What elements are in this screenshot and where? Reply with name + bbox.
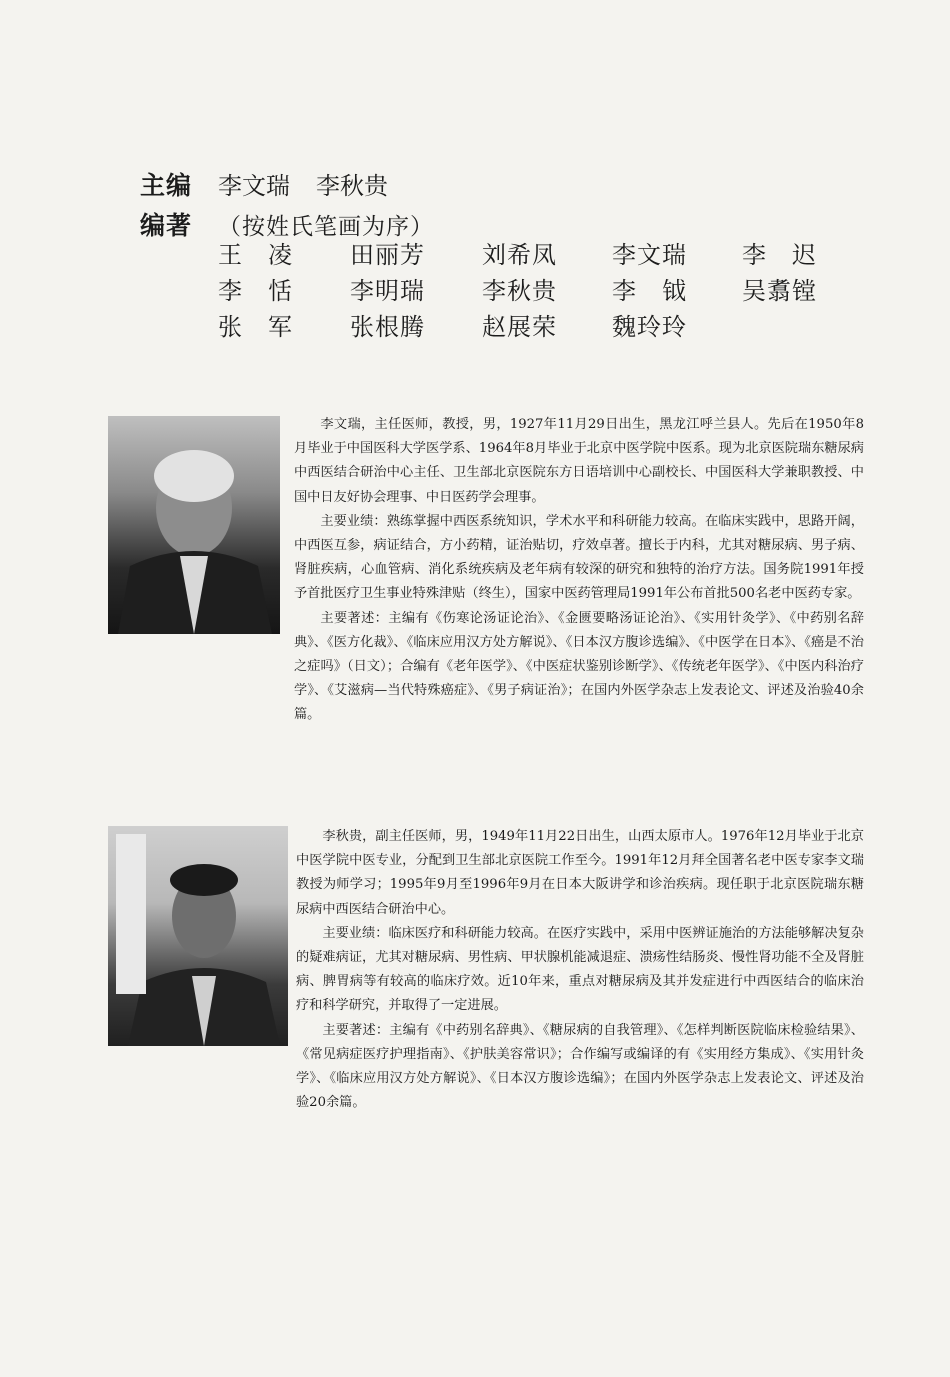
authors-label: 编著	[140, 211, 193, 240]
bio-paragraph: 主要业绩：熟练掌握中西医系统知识，学术水平和科研能力较高。在临床实践中，思路开阔，中西医互参，病证结合，方小药精，证治贴切，疗效卓著。擅长于内科，尤其对糖尿病、男子病、肾脏疾病，心血管病、消化系统疾病及老年病有较深的研究和独特的治疗方法。国务院1991年授予首批医疗卫生事业特殊津贴（终生），国家中医药管理局1991年公布首批500名老中医药专家。	[294, 513, 864, 602]
author-list	[218, 238, 852, 344]
authors-label-row	[140, 206, 434, 242]
bio-paragraph: 主要著述：主编有《伤寒论汤证论治》、《金匮要略汤证论治》、《实用针灸学》、《中药别名辞典》、《医方化裁》、《临床应用汉方处方解说》、《日本汉方腹诊选编》、《中医学在日本》、《癌是不治之症吗》（日文）；合编有《老年医学》、《中医症状鉴别诊断学》、《传统老年医学》、《中医内科治疗学》、《艾滋病—当代特殊癌症》、《男子病证治》；在国内外医学杂志上发表论文、评述及治验40余篇。	[294, 610, 864, 723]
biography-li-wenrui	[294, 413, 864, 728]
bio-paragraph: 主要著述：主编有《中药别名辞典》、《糖尿病的自我管理》、《怎样判断医院临床检验结果》、《常见病症医疗护理指南》、《护肤美容常识》；合作编写或编译的有《实用经方集成》、《实用针灸学》、《临床应用汉方处方解说》、《日本汉方腹诊选编》；在国内外医学杂志上发表论文、评述及治验20余篇。	[296, 1022, 864, 1111]
author-name: 吴翥镗	[742, 277, 817, 305]
author-name: 李 迟	[742, 241, 817, 269]
chief-editor-name: 李文瑞	[218, 172, 290, 200]
chief-editor-name: 李秋贵	[316, 172, 388, 200]
author-name: 李明瑞	[350, 277, 425, 305]
bio-paragraph: 李文瑞，主任医师，教授，男，1927年11月29日出生，黑龙江呼兰县人。先后在1950年8月毕业于中国医科大学医学系、1964年8月毕业于北京中医学院中医系。现为北京医院瑞东糖尿病中西医结合研治中心主任、卫生部北京医院东方日语培训中心副校长、中国医科大学兼职教授、中国中日友好协会理事、中日医药学会理事。	[294, 417, 864, 505]
chief-editor-row	[140, 166, 434, 202]
biography-li-qiugui	[296, 825, 864, 1115]
author-name: 魏玲玲	[612, 313, 687, 341]
author-name: 刘希凤	[482, 241, 557, 269]
author-name: 李 恬	[218, 277, 293, 305]
bio-paragraph: 李秋贵，副主任医师，男，1949年11月22日出生，山西太原市人。1976年12月毕业于北京中医学院中医专业，分配到卫生部北京医院工作至今。1991年12月拜全国著名老中医专家李文瑞教授为师学习；1995年9月至1996年9月在日本大阪讲学和诊治疾病。现任职于北京医院瑞东糖尿病中西医结合研治中心。	[296, 829, 864, 917]
chief-editor-label: 主编	[140, 171, 193, 200]
author-name: 张根腾	[350, 313, 425, 341]
author-name: 赵展荣	[482, 313, 557, 341]
author-name: 李 钺	[612, 277, 687, 305]
author-name: 田丽芳	[350, 241, 425, 269]
author-name: 王 凌	[218, 241, 293, 269]
author-photo-li-wenrui	[108, 416, 280, 634]
editors-header	[140, 166, 434, 242]
author-name: 李文瑞	[612, 241, 687, 269]
author-name: 李秋贵	[482, 277, 557, 305]
authors-order-note: （按姓氏笔画为序）	[218, 214, 434, 240]
bio-paragraph: 主要业绩：临床医疗和科研能力较高。在医疗实践中，采用中医辨证施治的方法能够解决复杂的疑难病证，尤其对糖尿病、男性病、甲状腺机能减退症、溃疡性结肠炎、慢性肾功能不全及肾脏病、脾胃病等有较高的临床疗效。近10年来，重点对糖尿病及其并发症进行中西医结合的临床治疗和科学研究，并取得了一定进展。	[296, 925, 864, 1014]
author-photo-li-qiugui	[108, 826, 288, 1046]
author-name: 张 军	[218, 313, 293, 341]
